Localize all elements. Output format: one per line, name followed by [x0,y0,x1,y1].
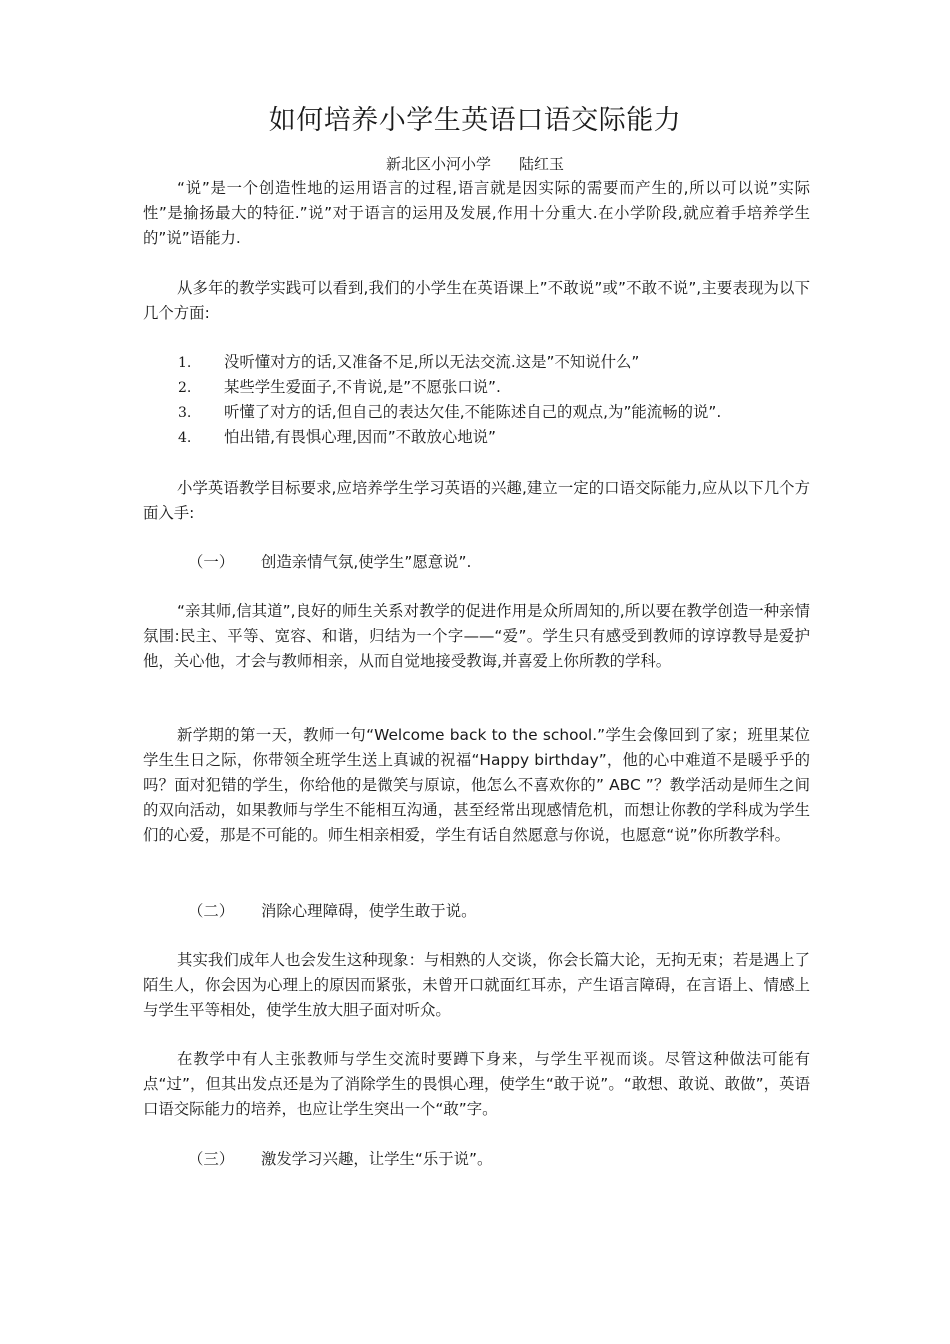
list-number: 3. [178,405,192,421]
document-title: 如何培养小学生英语口语交际能力 [268,105,682,136]
section-heading-3 [188,1147,492,1172]
section-number: （二） [188,902,235,920]
list-number: 1. [178,355,192,371]
list-item [178,350,798,375]
list-text: 怕出错,有畏惧心理,因而”不敢放心地说” [224,428,496,446]
list-number: 2. [178,380,192,396]
section-heading-2 [188,899,476,924]
list-item [178,375,798,400]
list-number: 4. [178,430,192,446]
section-title: 消除心理障碍，使学生敢于说。 [261,902,477,920]
paragraph-examples: 新学期的第一天，教师一句“Welcome back to the school.”学生会像回到了家；班里某位学生生日之际，你带领全班学生送上真诚的祝福“Happy birthday”，他的心中难道不是暖乎乎的吗？面对犯错的学生，你给他的是微笑与原谅，他怎么不喜欢你的” ABC ”？教学活动是师生之间的双向活动，如果教师与学生不能相互沟通，甚至经常出现感情危机，而想让你教的学科成为学生们的心爱，那是不可能的。师生相亲相爱，学生有话自然愿意与你说，也愿意“说”你所教学科。 [143,726,810,844]
school-name: 新北区小河小学 [385,155,491,173]
list-text: 某些学生爱面子,不肯说,是”不愿张口说”. [224,378,501,396]
author-name: 陆红玉 [519,155,565,173]
section-heading-1 [188,550,471,575]
byline [0,153,950,174]
problem-list [178,350,798,450]
section-number: （三） [188,1150,235,1168]
list-item [178,425,798,450]
paragraph-affection: “亲其师,信其道”,良好的师生关系对教学的促进作用是众所周知的,所以要在教学创造一种亲情氛围:民主、平等、宽容、和谐，归结为一个字——“爱”。学生只有感受到教师的谆谆教导是爱护他，关心他，才会与教师相亲，从而自觉地接受教诲,并喜爱上你所教的学科。 [143,602,810,670]
list-text: 听懂了对方的话,但自己的表达欠佳,不能陈述自己的观点,为”能流畅的说”. [224,403,722,421]
paragraph-courage: 在教学中有人主张教师与学生交流时要蹲下身来，与学生平视而谈。尽管这种做法可能有点“过”，但其出发点还是为了消除学生的畏惧心理，使学生“敢于说”。“敢想、敢说、敢做”，英语口语交际能力的培养，也应让学生突出一个“敢”字。 [143,1050,810,1118]
section-title: 激发学习兴趣，让学生“乐于说”。 [261,1150,493,1168]
paragraph-problems-intro: 从多年的教学实践可以看到,我们的小学生在英语课上”不敢说”或”不敢不说”,主要表现为以下几个方面: [143,279,810,322]
list-item [178,400,798,425]
paragraph-barriers: 其实我们成年人也会发生这种现象：与相熟的人交谈，你会长篇大论，无拘无束；若是遇上了陌生人，你会因为心理上的原因而紧张，未曾开口就面红耳赤，产生语言障碍，在言语上、情感上与学生平等相处，使学生放大胆子面对听众。 [143,951,810,1019]
section-title: 创造亲情气氛,使学生”愿意说”. [261,553,472,571]
paragraph-intro: “说”是一个创造性地的运用语言的过程,语言就是因实际的需要而产生的,所以可以说”实际性”是揄扬最大的特征.”说”对于语言的运用及发展,作用十分重大.在小学阶段,就应着手培养学生的”说”语能力. [143,179,810,247]
paragraph-goals: 小学英语教学目标要求,应培养学生学习英语的兴趣,建立一定的口语交际能力,应从以下几个方面入手: [143,479,810,522]
list-text: 没听懂对方的话,又准备不足,所以无法交流.这是”不知说什么” [224,353,640,371]
section-number: （一） [188,553,235,571]
